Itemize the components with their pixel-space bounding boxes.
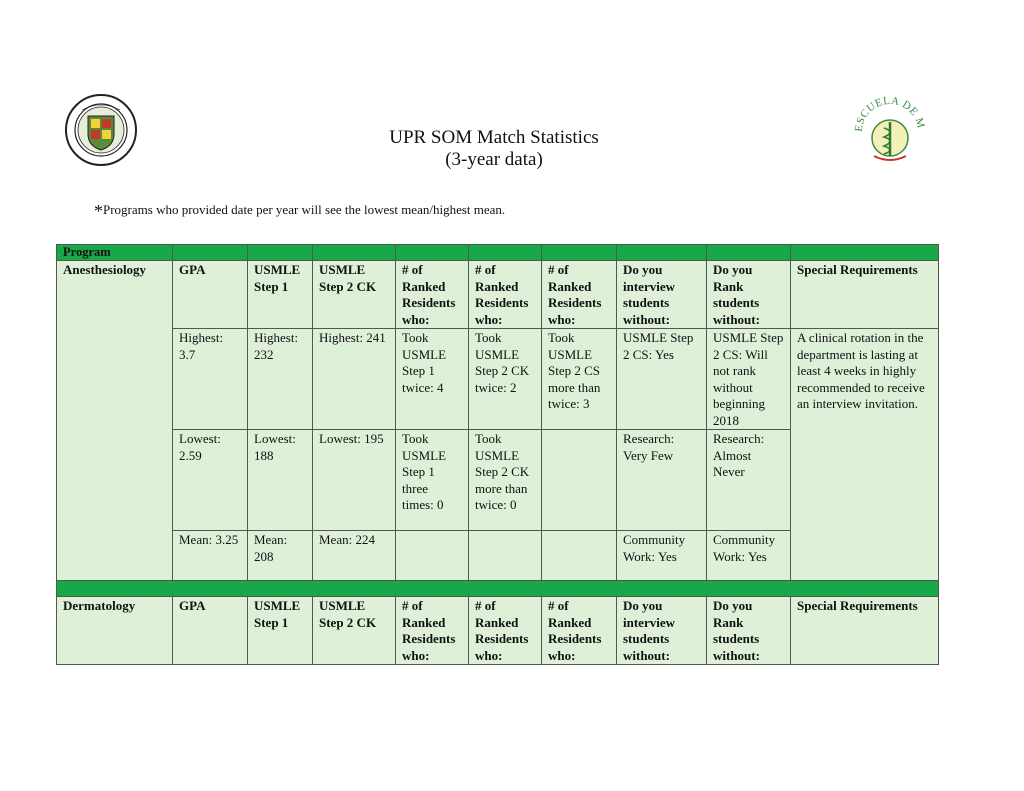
header-rank-without: Do you Rank students without: <box>707 261 791 329</box>
cell-rank-b: Research: Almost Never <box>707 430 791 531</box>
cell-ranked-3-a: Took USMLE Step 2 CS more than twice: 3 <box>542 329 617 430</box>
cell-gpa-mean: Mean: 3.25 <box>173 531 248 581</box>
header-ranked-1: # of Ranked Residents who: <box>396 261 469 329</box>
header-step1: USMLE Step 1 <box>248 261 313 329</box>
header-ranked-3: # of Ranked Residents who: <box>542 261 617 329</box>
cell-interview-a: USMLE Step 2 CS: Yes <box>617 329 707 430</box>
title-line-2: (3-year data) <box>445 149 543 170</box>
header-interview-without: Do you interview students without: <box>617 261 707 329</box>
derm-header-step2ck: USMLE Step 2 CK <box>313 597 396 665</box>
footnote <box>94 201 505 222</box>
derm-header-step1: USMLE Step 1 <box>248 597 313 665</box>
derm-header-ranked-3: # of Ranked Residents who: <box>542 597 617 665</box>
program-band-label: Program <box>57 245 173 261</box>
derm-header-gpa: GPA <box>173 597 248 665</box>
cell-step1-lowest: Lowest: 188 <box>248 430 313 531</box>
document-title <box>294 127 694 171</box>
svg-text:ESCUELA DE MEDICINA: ESCUELA DE M <box>852 94 927 133</box>
header-step2ck: USMLE Step 2 CK <box>313 261 396 329</box>
footnote-text: Programs who provided date per year will see the lowest mean/highest mean. <box>103 202 506 217</box>
university-seal-logo <box>64 94 138 166</box>
title-line-1: UPR SOM Match Statistics <box>389 127 599 148</box>
cell-step2ck-lowest: Lowest: 195 <box>313 430 396 531</box>
cell-ranked-2-a: Took USMLE Step 2 CK twice: 2 <box>469 329 542 430</box>
anesthesiology-header-row <box>57 261 939 329</box>
cell-ranked-3-c <box>542 531 617 581</box>
cell-step1-highest: Highest: 232 <box>248 329 313 430</box>
cell-interview-c: Community Work: Yes <box>617 531 707 581</box>
cell-gpa-lowest: Lowest: 2.59 <box>173 430 248 531</box>
program-name-anesthesiology: Anesthesiology <box>57 261 173 581</box>
asterisk: * <box>94 201 103 221</box>
separator-band-row <box>57 581 939 597</box>
derm-header-rank-without: Do you Rank students without: <box>707 597 791 665</box>
cell-ranked-1-b: Took USMLE Step 1 three times: 0 <box>396 430 469 531</box>
cell-step1-mean: Mean: 208 <box>248 531 313 581</box>
derm-header-ranked-1: # of Ranked Residents who: <box>396 597 469 665</box>
derm-header-special-requirements: Special Requirements <box>791 597 939 665</box>
cell-ranked-3-b <box>542 430 617 531</box>
table-row-highest <box>57 329 939 430</box>
separator-band <box>57 581 939 597</box>
program-name-dermatology: Dermatology <box>57 597 173 665</box>
cell-special-requirements: A clinical rotation in the department is lasting at least 4 weeks in highly recommended to receive an interview invitation. <box>791 329 939 581</box>
cell-ranked-2-b: Took USMLE Step 2 CK more than twice: 0 <box>469 430 542 531</box>
cell-step2ck-mean: Mean: 224 <box>313 531 396 581</box>
header-special-requirements: Special Requirements <box>791 261 939 329</box>
program-band-row <box>57 245 939 261</box>
header-gpa: GPA <box>173 261 248 329</box>
cell-ranked-1-c <box>396 531 469 581</box>
header-ranked-2: # of Ranked Residents who: <box>469 261 542 329</box>
cell-step2ck-highest: Highest: 241 <box>313 329 396 430</box>
cell-ranked-2-c <box>469 531 542 581</box>
escuela-de-medicina-logo <box>852 92 928 170</box>
cell-interview-b: Research: Very Few <box>617 430 707 531</box>
cell-ranked-1-a: Took USMLE Step 1 twice: 4 <box>396 329 469 430</box>
cell-rank-a: USMLE Step 2 CS: Will not rank without beginning 2018 <box>707 329 791 430</box>
derm-header-ranked-2: # of Ranked Residents who: <box>469 597 542 665</box>
match-statistics-table <box>56 244 939 665</box>
cell-gpa-highest: Highest: 3.7 <box>173 329 248 430</box>
dermatology-header-row <box>57 597 939 665</box>
cell-rank-c: Community Work: Yes <box>707 531 791 581</box>
derm-header-interview-without: Do you interview students without: <box>617 597 707 665</box>
